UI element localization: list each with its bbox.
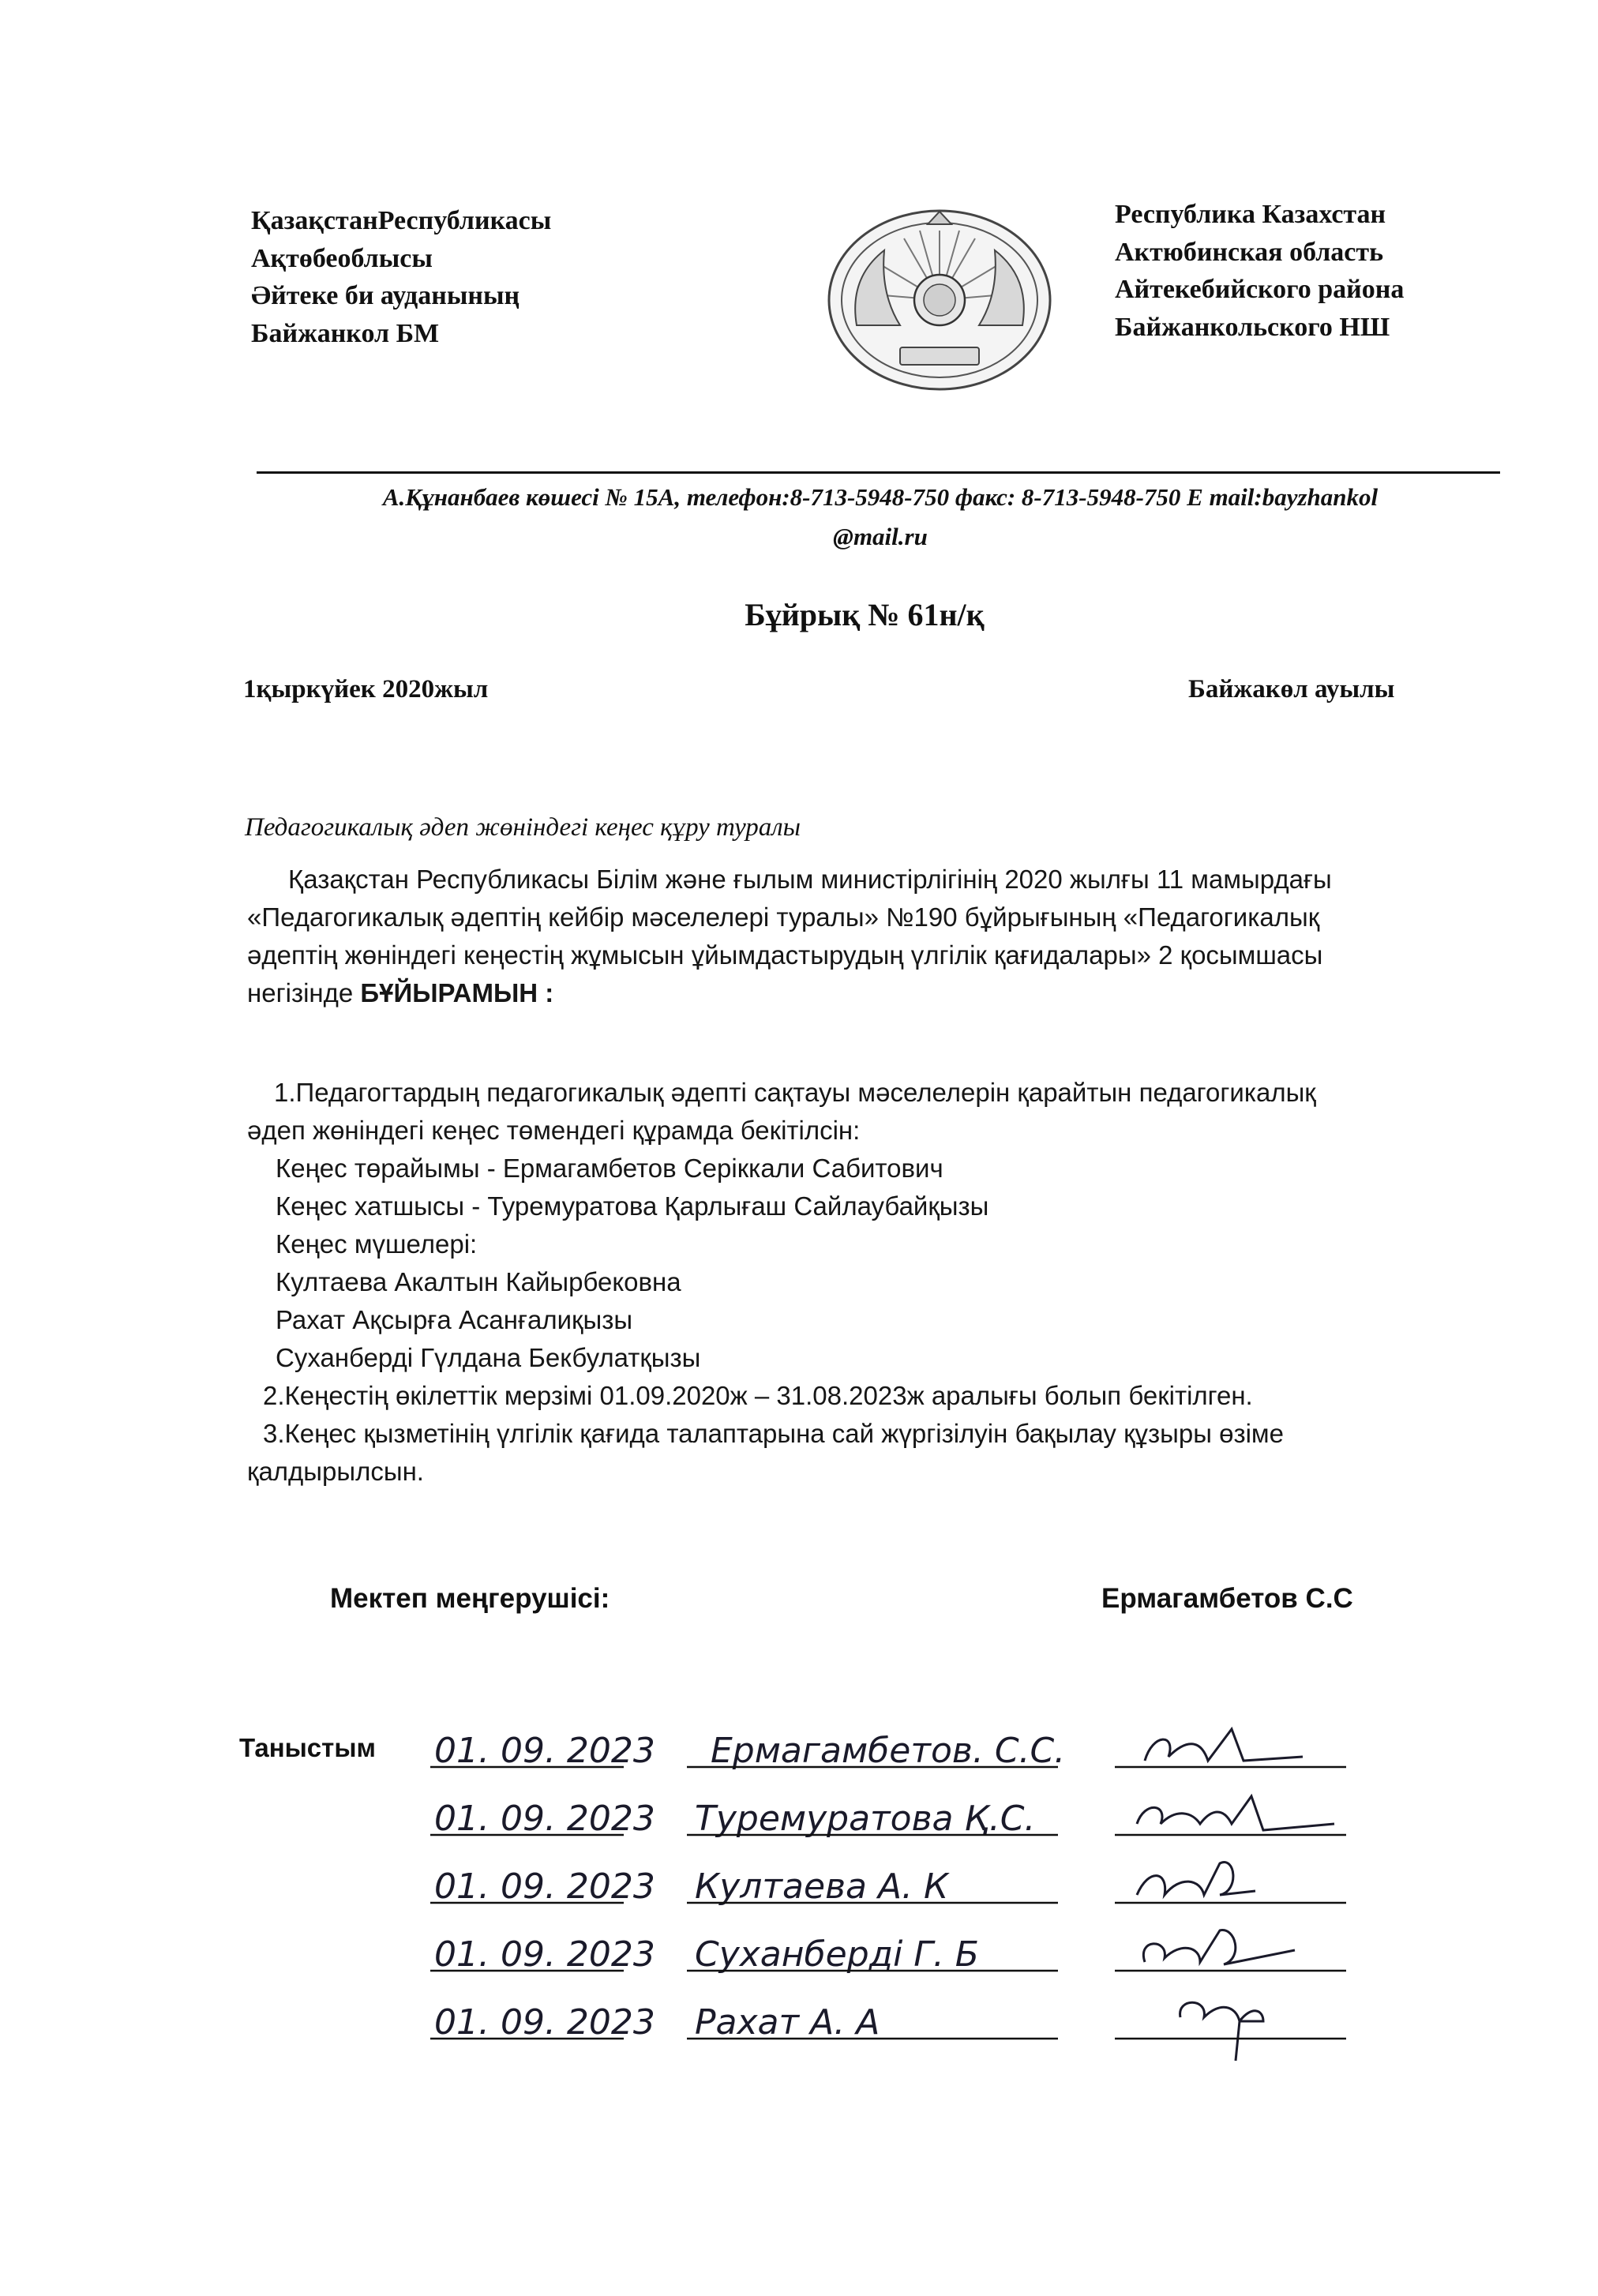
acknowledgement-row bbox=[430, 1930, 1346, 1975]
item-1-line: 1.Педагогтардың педагогикалық әдепті сақтауы мәселелерін қарайтын педагогикалық bbox=[274, 1078, 1316, 1107]
header-left-line: ҚазақстанРеспубликасы bbox=[251, 206, 552, 235]
header-right-line: Актюбинская область bbox=[1115, 237, 1384, 267]
ack-date: 01. 09. 2023 bbox=[434, 2002, 655, 2043]
header-left-line: Ақтөбеоблысы bbox=[251, 243, 433, 273]
acknowledgement-row bbox=[430, 1796, 1346, 1839]
ack-name: Рахат А. А bbox=[695, 2002, 880, 2043]
ack-signature bbox=[1145, 1729, 1303, 1761]
ack-name: Култаева А. К bbox=[695, 1866, 949, 1907]
ack-date: 01. 09. 2023 bbox=[434, 1866, 655, 1907]
council-member: Суханберді Гүлдана Бекбулатқызы bbox=[276, 1343, 701, 1372]
header-right-line: Республика Казахстан bbox=[1115, 200, 1386, 229]
order-keyword: БҰЙЫРАМЫН : bbox=[360, 978, 554, 1007]
acknowledgement-row bbox=[430, 1863, 1346, 1907]
ack-name: Туремуратова Қ.С. bbox=[695, 1799, 1036, 1839]
preamble-line: әдептің жөніндегі кеңестің жұмысын ұйымдастырудың үлгілік қағидалары» 2 қосымшасы bbox=[247, 940, 1323, 970]
contact-email-line: @mail.ru bbox=[833, 523, 928, 550]
item-1-line: әдеп жөніндегі кеңес төмендегі құрамда бекітілсін: bbox=[247, 1116, 861, 1145]
preamble-line: Қазақстан Республикасы Білім және ғылым министірлігінің 2020 жылғы 11 мамырдағы bbox=[288, 865, 1332, 894]
ack-date: 01. 09. 2023 bbox=[434, 1731, 655, 1771]
ack-date: 01. 09. 2023 bbox=[434, 1799, 655, 1839]
item-3-line: 3.Кеңес қызметінің үлгілік қағида талаптарына сай жүргізілуін бақылау құзыры өзіме bbox=[263, 1419, 1284, 1448]
acknowledgement-label: Таныстым bbox=[239, 1733, 376, 1762]
item-2: 2.Кеңестің өкілеттік мерзімі 01.09.2020ж – 31.08.2023ж аралығы болып бекітілген. bbox=[263, 1381, 1253, 1410]
acknowledgement-row bbox=[430, 2002, 1346, 2061]
ack-name: Ермагамбетов. С.С. bbox=[711, 1731, 1066, 1771]
header-right-line: Айтекебийского района bbox=[1115, 275, 1405, 304]
head-position: Мектеп меңгерушісі: bbox=[330, 1583, 610, 1614]
council-secretary: Кеңес хатшысы - Туремуратова Қарлығаш Сайлаубайқызы bbox=[276, 1191, 989, 1221]
header-right-line: Байжанкольского НШ bbox=[1115, 312, 1390, 342]
council-chair: Кеңес төрайымы - Ермагамбетов Серіккали Сабитович bbox=[276, 1154, 943, 1183]
ack-name: Суханберді Г. Б bbox=[695, 1934, 979, 1975]
ack-signature bbox=[1137, 1863, 1255, 1895]
head-name: Ермагамбетов С.С bbox=[1101, 1583, 1353, 1614]
ack-signature bbox=[1143, 1930, 1295, 1964]
council-member: Култаева Акалтын Кайырбековна bbox=[276, 1267, 681, 1296]
council-members-label: Кеңес мүшелері: bbox=[276, 1229, 478, 1259]
preamble-line: «Педагогикалық әдептің кейбір мәселелері туралы» №190 бұйрығының «Педагогикалық bbox=[247, 902, 1320, 932]
order-title: Бұйрық № 61н/қ bbox=[745, 597, 985, 632]
preamble-prefix: негізінде bbox=[247, 978, 361, 1007]
acknowledgement-row bbox=[430, 1729, 1346, 1771]
council-member: Рахат Ақсырға Асанғалиқызы bbox=[276, 1305, 633, 1334]
header-left-line: Байжанкол БМ bbox=[251, 318, 440, 348]
item-3-line: қалдырылсын. bbox=[247, 1457, 424, 1486]
order-subject: Педагогикалық әдеп жөніндегі кеңес құру туралы bbox=[245, 813, 801, 842]
ack-date: 01. 09. 2023 bbox=[434, 1934, 655, 1975]
order-date: 1қыркүйек 2020жыл bbox=[243, 675, 489, 703]
ack-signature bbox=[1137, 1796, 1334, 1830]
order-place: Байжакөл ауылы bbox=[1188, 675, 1395, 703]
header-left-line: Әйтеке би ауданының bbox=[251, 281, 520, 310]
contact-line: А.Құнанбаев көшесі № 15А, телефон:8-713-5948-750 факс: 8-713-5948-750 E mail:bayzhankol bbox=[382, 483, 1379, 511]
ack-signature bbox=[1180, 2002, 1263, 2061]
